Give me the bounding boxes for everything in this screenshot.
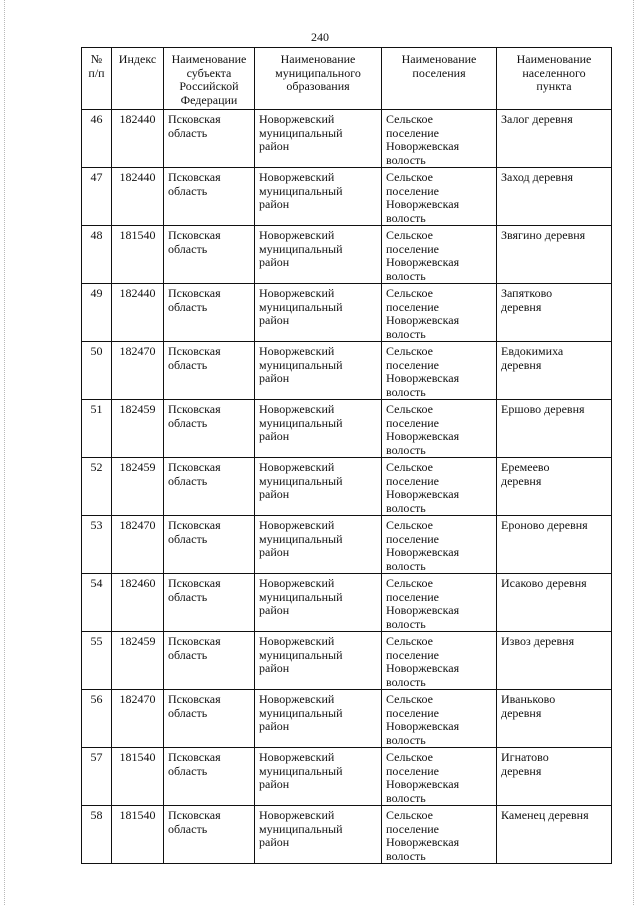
row-number-cell: 46 xyxy=(82,110,112,168)
federal-subject-cell: Псковская область xyxy=(164,574,255,632)
table-row xyxy=(82,342,612,400)
municipal-formation-cell: Новоржевский муниципальный район xyxy=(255,168,382,226)
municipal-formation-cell: Новоржевский муниципальный район xyxy=(255,748,382,806)
postal-index-cell: 182440 xyxy=(112,168,164,226)
settlement-cell: Сельское поселение Новоржевская волость xyxy=(382,574,497,632)
page-number: 240 xyxy=(311,30,329,44)
postal-index-cell: 182470 xyxy=(112,690,164,748)
municipal-formation-cell: Новоржевский муниципальный район xyxy=(255,632,382,690)
federal-subject-cell: Псковская область xyxy=(164,516,255,574)
municipal-formation-cell: Новоржевский муниципальный район xyxy=(255,458,382,516)
header-federal-subject: Наименование субъекта Российской Федерации xyxy=(164,48,255,110)
locality-cell: Игнатово деревня xyxy=(497,748,612,806)
federal-subject-cell: Псковская область xyxy=(164,458,255,516)
header-locality: Наименование населенного пункта xyxy=(497,48,612,110)
table-row xyxy=(82,748,612,806)
row-number-cell: 57 xyxy=(82,748,112,806)
municipal-formation-cell: Новоржевский муниципальный район xyxy=(255,342,382,400)
federal-subject-cell: Псковская область xyxy=(164,632,255,690)
settlement-cell: Сельское поселение Новоржевская волость xyxy=(382,516,497,574)
federal-subject-cell: Псковская область xyxy=(164,400,255,458)
postal-index-cell: 181540 xyxy=(112,806,164,864)
row-number-cell: 49 xyxy=(82,284,112,342)
table-row xyxy=(82,806,612,864)
table-row xyxy=(82,632,612,690)
settlement-cell: Сельское поселение Новоржевская волость xyxy=(382,632,497,690)
locality-cell: Запятково деревня xyxy=(497,284,612,342)
postal-index-cell: 182459 xyxy=(112,400,164,458)
settlements-table xyxy=(81,47,612,864)
federal-subject-cell: Псковская область xyxy=(164,806,255,864)
row-number-cell: 52 xyxy=(82,458,112,516)
postal-index-cell: 182460 xyxy=(112,574,164,632)
table-row xyxy=(82,168,612,226)
locality-cell: Извоз деревня xyxy=(497,632,612,690)
postal-index-cell: 182470 xyxy=(112,342,164,400)
federal-subject-cell: Псковская область xyxy=(164,748,255,806)
row-number-cell: 50 xyxy=(82,342,112,400)
scan-edge-right xyxy=(633,0,634,905)
postal-index-cell: 182459 xyxy=(112,632,164,690)
postal-index-cell: 182440 xyxy=(112,284,164,342)
settlement-cell: Сельское поселение Новоржевская волость xyxy=(382,806,497,864)
locality-cell: Ершово деревня xyxy=(497,400,612,458)
table-row xyxy=(82,516,612,574)
table-row xyxy=(82,574,612,632)
federal-subject-cell: Псковская область xyxy=(164,342,255,400)
table-row xyxy=(82,226,612,284)
row-number-cell: 53 xyxy=(82,516,112,574)
municipal-formation-cell: Новоржевский муниципальный район xyxy=(255,226,382,284)
municipal-formation-cell: Новоржевский муниципальный район xyxy=(255,806,382,864)
postal-index-cell: 182470 xyxy=(112,516,164,574)
table-row xyxy=(82,110,612,168)
municipal-formation-cell: Новоржевский муниципальный район xyxy=(255,400,382,458)
settlement-cell: Сельское поселение Новоржевская волость xyxy=(382,110,497,168)
postal-index-cell: 182459 xyxy=(112,458,164,516)
postal-index-cell: 182440 xyxy=(112,110,164,168)
row-number-cell: 54 xyxy=(82,574,112,632)
locality-cell: Иваньково деревня xyxy=(497,690,612,748)
municipal-formation-cell: Новоржевский муниципальный район xyxy=(255,690,382,748)
locality-cell: Звягино деревня xyxy=(497,226,612,284)
locality-cell: Еремеево деревня xyxy=(497,458,612,516)
federal-subject-cell: Псковская область xyxy=(164,690,255,748)
settlement-cell: Сельское поселение Новоржевская волость xyxy=(382,458,497,516)
locality-cell: Заход деревня xyxy=(497,168,612,226)
locality-cell: Исаково деревня xyxy=(497,574,612,632)
table-row xyxy=(82,284,612,342)
row-number-cell: 48 xyxy=(82,226,112,284)
federal-subject-cell: Псковская область xyxy=(164,110,255,168)
postal-index-cell: 181540 xyxy=(112,226,164,284)
locality-cell: Ероново деревня xyxy=(497,516,612,574)
row-number-cell: 51 xyxy=(82,400,112,458)
table-row xyxy=(82,458,612,516)
municipal-formation-cell: Новоржевский муниципальный район xyxy=(255,284,382,342)
row-number-cell: 47 xyxy=(82,168,112,226)
settlement-cell: Сельское поселение Новоржевская волость xyxy=(382,226,497,284)
federal-subject-cell: Псковская область xyxy=(164,226,255,284)
row-number-cell: 56 xyxy=(82,690,112,748)
settlement-cell: Сельское поселение Новоржевская волость xyxy=(382,342,497,400)
municipal-formation-cell: Новоржевский муниципальный район xyxy=(255,110,382,168)
federal-subject-cell: Псковская область xyxy=(164,284,255,342)
row-number-cell: 55 xyxy=(82,632,112,690)
table-body xyxy=(82,110,612,864)
row-number-cell: 58 xyxy=(82,806,112,864)
locality-cell: Евдокимиха деревня xyxy=(497,342,612,400)
table-row xyxy=(82,690,612,748)
settlement-cell: Сельское поселение Новоржевская волость xyxy=(382,690,497,748)
header-row-number: № п/п xyxy=(82,48,112,110)
settlement-cell: Сельское поселение Новоржевская волость xyxy=(382,400,497,458)
header-postal-index: Индекс xyxy=(112,48,164,110)
federal-subject-cell: Псковская область xyxy=(164,168,255,226)
header-municipal-formation: Наименование муниципального образования xyxy=(255,48,382,110)
postal-index-cell: 181540 xyxy=(112,748,164,806)
scan-edge-left xyxy=(4,0,5,905)
table-row xyxy=(82,400,612,458)
settlement-cell: Сельское поселение Новоржевская волость xyxy=(382,284,497,342)
settlement-cell: Сельское поселение Новоржевская волость xyxy=(382,748,497,806)
table-header-row xyxy=(82,48,612,110)
locality-cell: Каменец деревня xyxy=(497,806,612,864)
header-settlement: Наименование поселения xyxy=(382,48,497,110)
municipal-formation-cell: Новоржевский муниципальный район xyxy=(255,516,382,574)
settlement-cell: Сельское поселение Новоржевская волость xyxy=(382,168,497,226)
municipal-formation-cell: Новоржевский муниципальный район xyxy=(255,574,382,632)
locality-cell: Залог деревня xyxy=(497,110,612,168)
